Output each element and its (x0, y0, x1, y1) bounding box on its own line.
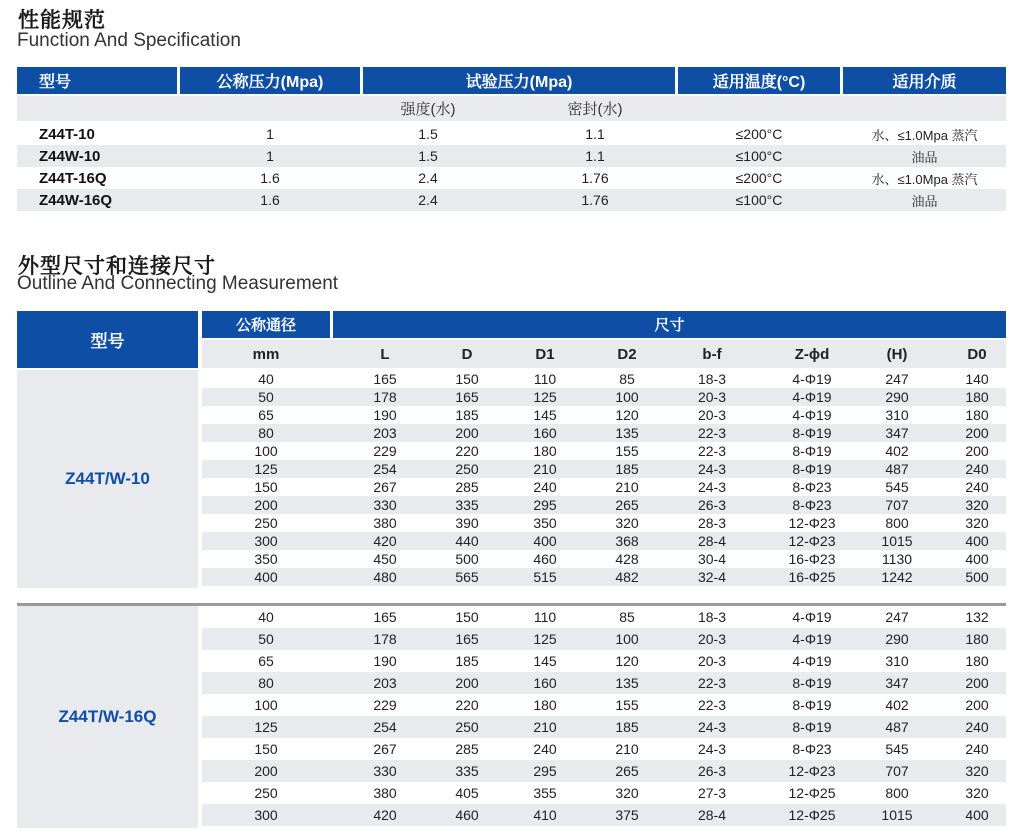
meas-cell: 285 (455, 741, 479, 757)
meas-cell: 402 (885, 443, 909, 459)
meas-row (202, 532, 1006, 550)
meas-cell: 32-4 (697, 569, 727, 585)
spec-value-cell: 1.76 (581, 170, 609, 186)
meas-cell: 4-Φ19 (792, 609, 832, 625)
meas-cell: 120 (615, 407, 639, 423)
spec-value-cell: 1.6 (260, 170, 280, 186)
meas-cell: 180 (965, 407, 989, 423)
meas-cell: 420 (373, 533, 397, 549)
meas-cell: 155 (615, 697, 639, 713)
meas-cell: 120 (615, 653, 639, 669)
meas-group-2-model: Z44T/W-16Q (17, 606, 198, 828)
meas-column-header: D0 (967, 345, 987, 363)
meas-cell: 4-Φ19 (792, 653, 832, 669)
meas-cell: 150 (455, 371, 479, 387)
meas-cell: 335 (455, 497, 479, 513)
meas-cell: 1130 (881, 551, 913, 567)
meas-cell: 320 (965, 763, 989, 779)
meas-cell: 500 (965, 569, 989, 585)
meas-row (202, 716, 1006, 738)
spec-model-cell: Z44T-10 (39, 125, 95, 143)
meas-cell: 240 (965, 461, 989, 477)
meas-row (202, 782, 1006, 804)
meas-cell: 150 (254, 741, 278, 757)
meas-cell: 80 (258, 675, 274, 691)
meas-column-header: D1 (535, 345, 555, 363)
meas-cell: 250 (455, 461, 479, 477)
meas-cell: 265 (615, 497, 639, 513)
spec-value-cell: 1.5 (418, 126, 438, 142)
meas-cell: 24-3 (697, 479, 727, 495)
meas-row (202, 424, 1006, 442)
meas-cell: 220 (455, 697, 479, 713)
meas-cell: 22-3 (697, 697, 727, 713)
meas-row (202, 514, 1006, 532)
meas-cell: 347 (885, 675, 909, 691)
spec-value-cell: 油品 (911, 193, 938, 209)
meas-cell: 545 (885, 741, 909, 757)
meas-cell: 410 (533, 807, 557, 823)
meas-cell: 402 (885, 697, 909, 713)
meas-row (202, 804, 1006, 826)
meas-cell: 295 (533, 763, 557, 779)
meas-cell: 265 (615, 763, 639, 779)
meas-cell: 375 (615, 807, 639, 823)
meas-cell: 254 (373, 461, 397, 477)
meas-column-header: (H) (886, 345, 908, 363)
meas-row (202, 550, 1006, 568)
section-title-cn: 性能规范 (18, 9, 106, 32)
meas-cell: 200 (965, 675, 989, 691)
meas-cell: 180 (965, 631, 989, 647)
meas-cell: 515 (533, 569, 557, 585)
meas-column-header: D2 (617, 345, 637, 363)
meas-cell: 8-Φ23 (792, 479, 832, 495)
meas-cell: 420 (373, 807, 397, 823)
meas-cell: 380 (373, 785, 397, 801)
meas-cell: 165 (455, 389, 479, 405)
meas-cell: 1015 (881, 533, 913, 549)
meas-cell: 400 (965, 807, 989, 823)
meas-row (202, 672, 1006, 694)
meas-cell: 267 (373, 479, 397, 495)
meas-row (202, 370, 1006, 388)
meas-cell: 310 (885, 407, 909, 423)
meas-cell: 330 (373, 497, 397, 513)
meas-cell: 22-3 (697, 425, 727, 441)
meas-cell: 460 (533, 551, 557, 567)
meas-cell: 240 (533, 741, 557, 757)
spec-value-cell: 1.76 (581, 192, 609, 208)
spec-value-cell: ≤200°C (735, 170, 783, 186)
meas-cell: 132 (965, 609, 989, 625)
meas-cell: 290 (885, 389, 909, 405)
meas-cell: 24-3 (697, 719, 727, 735)
meas-cell: 145 (533, 653, 557, 669)
meas-cell: 460 (455, 807, 479, 823)
meas-cell: 85 (619, 371, 635, 387)
spec-header-row (17, 67, 1006, 94)
meas-cell: 125 (533, 389, 557, 405)
meas-cell: 220 (455, 443, 479, 459)
meas-cell: 135 (615, 675, 639, 691)
meas-column-header: L (380, 345, 390, 363)
meas-cell: 500 (455, 551, 479, 567)
spec-row (17, 123, 1006, 145)
meas-cell: 30-4 (697, 551, 727, 567)
spec-value-cell: 油品 (911, 149, 938, 165)
section-title-en: Function And Specification (17, 30, 241, 51)
meas-cell: 12-Φ23 (788, 515, 836, 531)
meas-cell: 300 (254, 807, 278, 823)
meas-cell: 185 (615, 719, 639, 735)
meas-cell: 110 (533, 371, 557, 387)
meas-cell: 28-4 (697, 533, 727, 549)
meas-cell: 125 (533, 631, 557, 647)
meas-cell: 210 (533, 719, 557, 735)
meas-cell: 285 (455, 479, 479, 495)
meas-cell: 135 (615, 425, 639, 441)
meas-cell: 155 (615, 443, 639, 459)
meas-row (202, 694, 1006, 716)
meas-column-header-row (202, 340, 1006, 368)
meas-row (202, 650, 1006, 672)
meas-cell: 335 (455, 763, 479, 779)
meas-cell: 210 (615, 741, 639, 757)
spec-value-cell: ≤100°C (735, 148, 783, 164)
meas-cell: 4-Φ19 (792, 371, 832, 387)
meas-cell: 290 (885, 631, 909, 647)
meas-cell: 22-3 (697, 675, 727, 691)
meas-cell: 200 (455, 675, 479, 691)
meas-cell: 165 (373, 371, 397, 387)
meas-cell: 178 (373, 389, 397, 405)
meas-cell: 330 (373, 763, 397, 779)
spec-value-cell: 1.5 (418, 148, 438, 164)
meas-cell: 250 (455, 719, 479, 735)
meas-cell: 1015 (881, 807, 913, 823)
meas-cell: 8-Φ23 (792, 741, 832, 757)
meas-row (202, 406, 1006, 424)
spec-value-cell: 1.6 (260, 192, 280, 208)
meas-header-size: 尺寸 (333, 311, 1006, 338)
meas-row (202, 388, 1006, 406)
meas-cell: 100 (615, 631, 639, 647)
meas-cell: 350 (533, 515, 557, 531)
spec-header-temp: 适用温度(°C) (678, 67, 840, 94)
spec-model-cell: Z44W-16Q (39, 191, 113, 209)
meas-cell: 12-Φ25 (788, 807, 836, 823)
meas-cell: 16-Φ25 (788, 569, 836, 585)
meas-cell: 100 (254, 443, 278, 459)
meas-cell: 320 (965, 785, 989, 801)
meas-cell: 26-3 (697, 763, 727, 779)
meas-cell: 12-Φ23 (788, 533, 836, 549)
meas-cell: 368 (615, 533, 639, 549)
meas-cell: 26-3 (697, 497, 727, 513)
meas-cell: 405 (455, 785, 479, 801)
meas-column-header: mm (252, 345, 280, 363)
meas-cell: 480 (373, 569, 397, 585)
meas-cell: 4-Φ19 (792, 407, 832, 423)
meas-row (202, 606, 1006, 628)
meas-cell: 203 (373, 675, 397, 691)
meas-cell: 229 (373, 697, 397, 713)
meas-cell: 50 (258, 389, 274, 405)
meas-header-model: 型号 (17, 311, 198, 368)
meas-cell: 210 (533, 461, 557, 477)
meas-cell: 8-Φ19 (792, 443, 832, 459)
meas-cell: 8-Φ19 (792, 425, 832, 441)
meas-cell: 240 (965, 741, 989, 757)
meas-cell: 100 (615, 389, 639, 405)
meas-cell: 125 (254, 461, 278, 477)
meas-cell: 347 (885, 425, 909, 441)
meas-cell: 180 (533, 697, 557, 713)
meas-cell: 355 (533, 785, 557, 801)
spec-subheader-seal: 密封(水) (567, 101, 623, 118)
meas-cell: 210 (615, 479, 639, 495)
meas-cell: 65 (258, 407, 274, 423)
meas-cell: 150 (455, 609, 479, 625)
meas-row (202, 760, 1006, 782)
meas-cell: 240 (965, 719, 989, 735)
meas-cell: 165 (373, 609, 397, 625)
meas-cell: 160 (533, 675, 557, 691)
meas-cell: 185 (455, 407, 479, 423)
meas-cell: 707 (885, 497, 909, 513)
meas-column-header: b-f (702, 345, 722, 363)
meas-cell: 565 (455, 569, 479, 585)
meas-cell: 20-3 (697, 407, 727, 423)
spec-value-cell: ≤200°C (735, 126, 783, 142)
meas-cell: 320 (615, 785, 639, 801)
meas-cell: 300 (254, 533, 278, 549)
meas-cell: 178 (373, 631, 397, 647)
meas-row (202, 568, 1006, 586)
meas-cell: 8-Φ19 (792, 461, 832, 477)
meas-cell: 1242 (881, 569, 913, 585)
meas-cell: 247 (885, 371, 909, 387)
meas-cell: 18-3 (697, 371, 727, 387)
meas-cell: 27-3 (697, 785, 727, 801)
meas-cell: 428 (615, 551, 639, 567)
meas-column-header: D (461, 345, 473, 363)
meas-cell: 185 (615, 461, 639, 477)
meas-cell: 12-Φ23 (788, 763, 836, 779)
spec-header-model: 型号 (17, 67, 177, 94)
meas-header-nominal: 公称通径 (202, 311, 330, 338)
spec-value-cell: 1 (266, 148, 274, 164)
meas-cell: 65 (258, 653, 274, 669)
section2-title-en: Outline And Connecting Measurement (17, 273, 339, 294)
spec-row (17, 167, 1006, 189)
meas-cell: 165 (455, 631, 479, 647)
spec-value-cell: 水、≤1.0Mpa 蒸汽 (871, 171, 978, 187)
meas-cell: 80 (258, 425, 274, 441)
spec-row (17, 189, 1006, 211)
meas-row (202, 478, 1006, 496)
meas-cell: 8-Φ19 (792, 719, 832, 735)
spec-header-medium: 适用介质 (843, 67, 1006, 94)
meas-cell: 267 (373, 741, 397, 757)
meas-cell: 12-Φ25 (788, 785, 836, 801)
meas-cell: 450 (373, 551, 397, 567)
meas-cell: 247 (885, 609, 909, 625)
meas-cell: 200 (254, 497, 278, 513)
meas-cell: 190 (373, 653, 397, 669)
spec-header-test: 试验压力(Mpa) (363, 67, 675, 94)
section2-title-cn: 外型尺寸和连接尺寸 (18, 255, 216, 278)
spec-value-cell: 2.4 (418, 170, 438, 186)
meas-row (202, 628, 1006, 650)
meas-cell: 18-3 (697, 609, 727, 625)
meas-row (202, 738, 1006, 760)
meas-cell: 390 (455, 515, 479, 531)
meas-cell: 295 (533, 497, 557, 513)
meas-cell: 110 (533, 609, 557, 625)
spec-value-cell: 1.1 (585, 126, 605, 142)
meas-cell: 380 (373, 515, 397, 531)
meas-cell: 20-3 (697, 389, 727, 405)
meas-cell: 200 (455, 425, 479, 441)
meas-cell: 487 (885, 461, 909, 477)
spec-header-nominal: 公称压力(Mpa) (180, 67, 360, 94)
meas-row (202, 460, 1006, 478)
meas-column-header: Z-ϕd (794, 345, 830, 363)
meas-cell: 40 (258, 609, 274, 625)
meas-cell: 150 (254, 479, 278, 495)
spec-row (17, 145, 1006, 167)
meas-group-1-model: Z44T/W-10 (17, 370, 198, 588)
meas-cell: 200 (965, 443, 989, 459)
meas-row (202, 442, 1006, 460)
meas-cell: 4-Φ19 (792, 389, 832, 405)
meas-cell: 320 (965, 515, 989, 531)
meas-cell: 180 (533, 443, 557, 459)
meas-cell: 250 (254, 515, 278, 531)
spec-value-cell: ≤100°C (735, 192, 783, 208)
spec-value-cell: 2.4 (418, 192, 438, 208)
spec-value-cell: 1 (266, 126, 274, 142)
meas-cell: 85 (619, 609, 635, 625)
meas-cell: 22-3 (697, 443, 727, 459)
meas-cell: 487 (885, 719, 909, 735)
meas-header (17, 311, 1006, 368)
meas-cell: 240 (965, 479, 989, 495)
meas-cell: 800 (885, 515, 909, 531)
meas-cell: 320 (615, 515, 639, 531)
spec-value-cell: 水、≤1.0Mpa 蒸汽 (871, 127, 978, 143)
meas-cell: 8-Φ19 (792, 675, 832, 691)
meas-cell: 160 (533, 425, 557, 441)
meas-cell: 8-Φ19 (792, 697, 832, 713)
meas-cell: 320 (965, 497, 989, 513)
spec-subheader-row (17, 96, 1006, 121)
meas-group-2 (17, 606, 1006, 828)
meas-cell: 482 (615, 569, 639, 585)
meas-cell: 20-3 (697, 631, 727, 647)
meas-row (202, 496, 1006, 514)
meas-cell: 203 (373, 425, 397, 441)
meas-cell: 200 (965, 697, 989, 713)
meas-cell: 229 (373, 443, 397, 459)
meas-cell: 254 (373, 719, 397, 735)
meas-cell: 24-3 (697, 461, 727, 477)
meas-group-1 (17, 370, 1006, 588)
meas-cell: 240 (533, 479, 557, 495)
meas-cell: 350 (254, 551, 278, 567)
meas-cell: 40 (258, 371, 274, 387)
meas-cell: 545 (885, 479, 909, 495)
spec-subheader-strength: 强度(水) (400, 101, 456, 118)
meas-cell: 140 (965, 371, 989, 387)
meas-cell: 440 (455, 533, 479, 549)
meas-cell: 20-3 (697, 653, 727, 669)
meas-cell: 8-Φ23 (792, 497, 832, 513)
spec-model-cell: Z44T-16Q (39, 169, 107, 187)
meas-cell: 190 (373, 407, 397, 423)
meas-cell: 145 (533, 407, 557, 423)
meas-cell: 310 (885, 653, 909, 669)
meas-cell: 400 (965, 533, 989, 549)
meas-cell: 125 (254, 719, 278, 735)
meas-cell: 800 (885, 785, 909, 801)
meas-cell: 180 (965, 389, 989, 405)
meas-cell: 28-3 (697, 515, 727, 531)
meas-cell: 16-Φ23 (788, 551, 836, 567)
meas-cell: 24-3 (697, 741, 727, 757)
meas-cell: 400 (533, 533, 557, 549)
meas-cell: 28-4 (697, 807, 727, 823)
meas-cell: 400 (965, 551, 989, 567)
meas-cell: 180 (965, 653, 989, 669)
meas-cell: 100 (254, 697, 278, 713)
meas-cell: 50 (258, 631, 274, 647)
meas-cell: 707 (885, 763, 909, 779)
meas-cell: 200 (965, 425, 989, 441)
meas-cell: 250 (254, 785, 278, 801)
meas-cell: 400 (254, 569, 278, 585)
spec-model-cell: Z44W-10 (39, 147, 101, 165)
spec-value-cell: 1.1 (585, 148, 605, 164)
meas-cell: 4-Φ19 (792, 631, 832, 647)
meas-cell: 185 (455, 653, 479, 669)
meas-cell: 200 (254, 763, 278, 779)
